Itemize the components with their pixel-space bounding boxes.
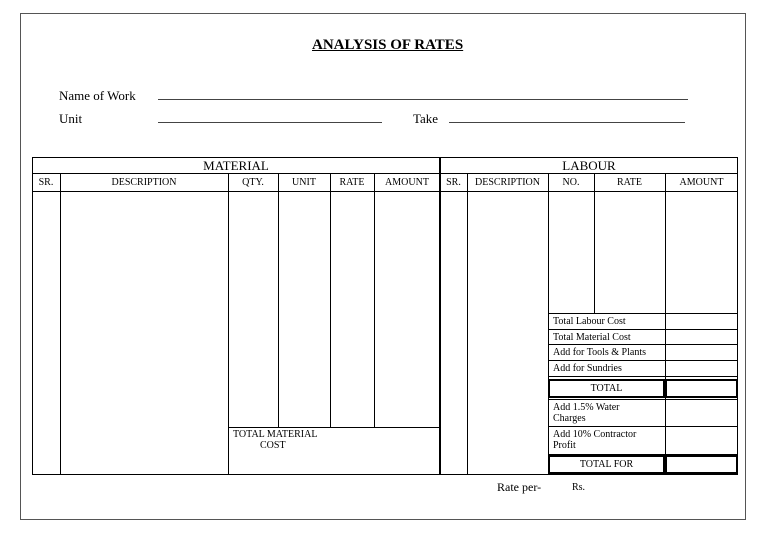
summary-row-divider bbox=[548, 376, 738, 377]
material-col-divider bbox=[330, 173, 331, 427]
contractor-profit-label-1: Add 10% Contractor bbox=[553, 429, 637, 440]
total-material-cost-label-2: COST bbox=[260, 440, 286, 451]
summary-row-divider bbox=[548, 344, 738, 345]
name-of-work-label: Name of Work bbox=[59, 88, 136, 103]
tools-plants-label: Add for Tools & Plants bbox=[553, 347, 647, 358]
total-for-label: TOTAL FOR bbox=[579, 459, 634, 470]
labour-col-amount: AMOUNT bbox=[679, 177, 724, 188]
total-material-cost-summary-label: Total Material Cost bbox=[553, 332, 631, 343]
total-label: TOTAL bbox=[590, 383, 623, 394]
form-title: ANALYSIS OF RATES bbox=[312, 37, 464, 53]
material-col-divider bbox=[228, 173, 229, 475]
material-col-sr: SR. bbox=[38, 177, 54, 188]
labour-header-divider bbox=[440, 191, 738, 192]
material-col-divider bbox=[374, 173, 375, 427]
labour-heading: LABOUR bbox=[562, 158, 616, 173]
take-field[interactable] bbox=[449, 122, 685, 123]
summary-row-divider bbox=[548, 399, 738, 400]
labour-col-divider bbox=[467, 173, 468, 475]
labour-col-description: DESCRIPTION bbox=[474, 177, 540, 188]
total-labour-cost-label: Total Labour Cost bbox=[553, 316, 626, 327]
material-col-rate: RATE bbox=[339, 177, 365, 188]
material-header-divider bbox=[32, 191, 440, 192]
water-charges-label-2: Charges bbox=[553, 413, 586, 424]
water-charges-label-1: Add 1.5% Water bbox=[553, 402, 620, 413]
take-label: Take bbox=[413, 111, 439, 126]
rate-per-label: Rate per- bbox=[497, 480, 542, 494]
total-material-cost-label-1: TOTAL MATERIAL bbox=[233, 429, 318, 440]
labour-col-divider bbox=[665, 173, 666, 475]
material-col-divider bbox=[60, 173, 61, 475]
summary-row-divider bbox=[548, 329, 738, 330]
labour-col-divider bbox=[594, 173, 595, 313]
rs-label: Rs. bbox=[572, 482, 586, 493]
total-amount-box[interactable] bbox=[665, 379, 738, 398]
unit-field[interactable] bbox=[158, 122, 382, 123]
sundries-label: Add for Sundries bbox=[553, 363, 622, 374]
material-col-amount: AMOUNT bbox=[385, 177, 429, 188]
contractor-profit-label-2: Profit bbox=[553, 440, 576, 451]
material-col-divider bbox=[278, 173, 279, 427]
summary-row-divider bbox=[548, 360, 738, 361]
labour-col-no: NO. bbox=[562, 177, 580, 188]
summary-row-divider bbox=[548, 426, 738, 427]
labour-col-sr: SR. bbox=[446, 177, 461, 188]
total-for-amount-box[interactable] bbox=[665, 455, 738, 474]
material-col-description: DESCRIPTION bbox=[111, 177, 177, 188]
name-of-work-field[interactable] bbox=[158, 99, 688, 100]
labour-col-rate: RATE bbox=[617, 177, 642, 188]
material-total-divider bbox=[228, 427, 440, 428]
material-col-unit: UNIT bbox=[292, 177, 316, 188]
material-heading: MATERIAL bbox=[203, 158, 269, 173]
unit-label: Unit bbox=[59, 111, 83, 126]
material-col-qty: QTY. bbox=[242, 177, 264, 188]
summary-row-divider bbox=[548, 313, 738, 314]
labour-col-divider bbox=[548, 173, 549, 475]
